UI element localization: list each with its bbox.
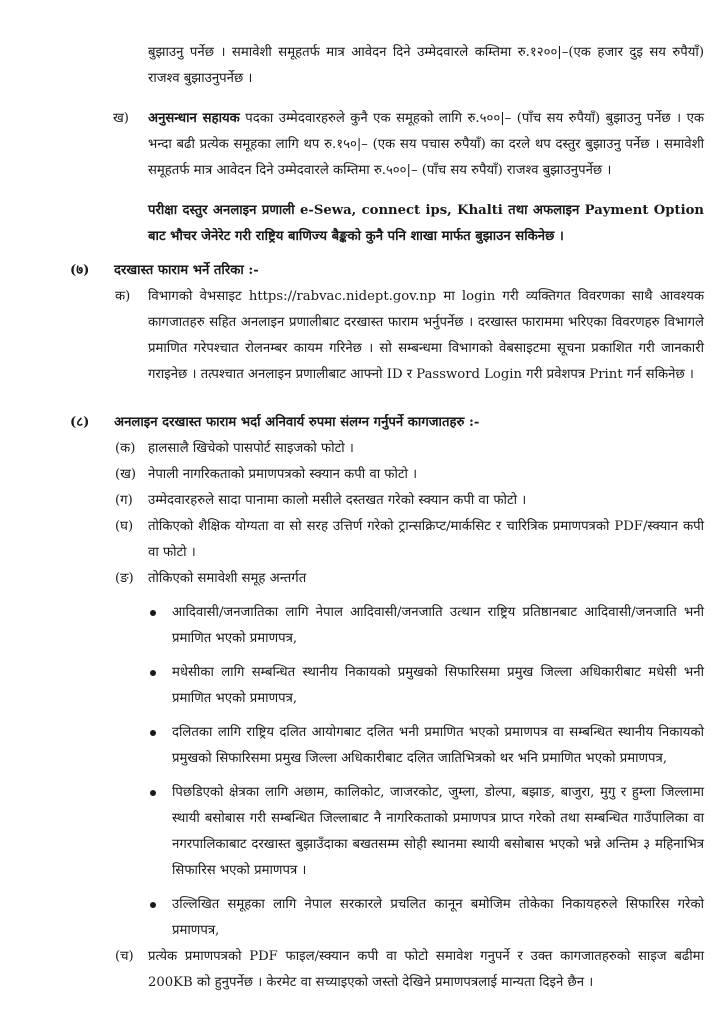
item-kha-label: ख) bbox=[113, 111, 129, 126]
bullet-item: आदिवासी/जनजातिका लागि नेपाल आदिवासी/जनजाति उत्थान राष्ट्रिय प्रतिष्ठानबाट आदिवासी/जनजाति भनी प्रमाणित भएको प्रमाणपत्र, bbox=[172, 605, 704, 646]
section7-item-ka-label: क) bbox=[115, 289, 131, 304]
item-ka-text-2: मा login गरी व्यक्तिगत विवरणका साथै आवश्यक कागजातहरु सहित अनलाइन प्रणालीबाट दरखास्त फाराम भर्नुपर्नेछ । दरखास्त फाराममा भरिएका विवरणहरु विभागले प्रमाणित गरेपश्चात रोलनम्बर कायम गरिनेछ । सो सम्बन्धमा विभागको वेबसाइटमा सूचना प्रकाशित गरी जानकारी गराइनेछ । तत्पश्चात अनलाइन प्रणालीबाट आफ्नो ID र Password Login गरी प्रवेशपत्र Print गर्न सकिनेछ । bbox=[148, 289, 704, 382]
section8-heading: अनलाइन दरखास्त फाराम भर्दा अनिवार्य रुपमा संलग्न गर्नुपर्ने कागजातहरु :- bbox=[114, 415, 480, 430]
item-ka-text-1: विभागको वेभसाइट bbox=[148, 289, 249, 304]
bullet-item: मधेसीका लागि सम्बन्धित स्थानीय निकायको प्रमुखको सिफारिसमा प्रमुख जिल्ला अधिकारीबाट मधेसी भनी प्रमाणित भएको प्रमाणपत्र, bbox=[172, 665, 704, 706]
bullet-icon bbox=[150, 790, 156, 796]
section8-item: नेपाली नागरिकताको प्रमाणपत्रको स्क्यान कपी वा फोटो । bbox=[148, 467, 418, 482]
bullet-item: पिछडिएको क्षेत्रका लागि अछाम, कालिकोट, जाजरकोट, जुम्ला, डोल्पा, बझाङ, बाजुरा, मुगु र हुम्ला जिल्लामा स्थायी बसोबास गरी सम्बन्धित जिल्लाबाट नै नागरिकताको प्रमाणपत्र प्राप्त गरेको तथा सम्बन्धित गाउँपालिका वा नगरपालिकाबाट दरखास्त बुझाउँदाका बखतसम्म सोही स्थानमा स्थायी बसोबास भएको भन्ने अन्तिम ३ महिनाभित्र सिफारिस भएको प्रमाणपत्र । bbox=[172, 785, 704, 878]
payment-note: परीक्षा दस्तुर अनलाइन प्रणाली e-Sewa, connect ips, Khalti तथा अफलाइन Payment Option बाट भौचर जेनेरेट गरी राष्ट्रिय बाणिज्य बैङ्कको कुनै पनि शाखा मार्फत बुझाउन सकिनेछ । bbox=[148, 203, 704, 244]
section8-item-label: (ख) bbox=[115, 467, 137, 482]
bullet-item: उल्लिखित समूहका लागि नेपाल सरकारले प्रचलित कानून बमोजिम तोकेका निकायहरुले सिफारिस गरेको प्रमाणपत्र, bbox=[172, 897, 704, 938]
section8-item: हालसालै खिचेको पासपोर्ट साइजको फोटो । bbox=[148, 441, 354, 456]
section8-item-label: (क) bbox=[115, 441, 136, 456]
section8-item-label: (ग) bbox=[115, 493, 133, 508]
section7-number: (७) bbox=[70, 263, 90, 278]
section8-item: तोकिएको समावेशी समूह अन्तर्गत bbox=[148, 571, 307, 586]
section8-number: (८) bbox=[70, 415, 90, 430]
item-kha-text: पदका उम्मेदवारहरुले कुनै एक समूहको लागि रु.५००|– (पाँच सय रुपैयाँ) बुझाउनु पर्नेछ । एक भन्दा बढी प्रत्येक समूहका लागि थप रु.१५०|– (एक सय पचास रुपैयाँ) का दरले थप दस्तुर बुझाउनु पर्नेछ । समावेशी समूहतर्फ मात्र आवेदन दिने उम्मेदवारले कम्तिमा रु.५००|– (पाँच सय रुपैयाँ) राजश्व बुझाउनुपर्नेछ । bbox=[148, 111, 705, 178]
section8-item: उम्मेदवारहरुले सादा पानामा कालो मसीले दस्तखत गरेको स्क्यान कपी वा फोटो । bbox=[148, 493, 527, 508]
item-kha bbox=[148, 106, 704, 184]
section8-item-label: (घ) bbox=[115, 519, 134, 534]
intro-continuation: बुझाउनु पर्नेछ । समावेशी समूहतर्फ मात्र आवेदन दिने उम्मेदवारले कम्तिमा रु.१२००|–(एक हजार दुइ सय रुपैयाँ) राजश्व बुझाउनुपर्नेछ । bbox=[148, 45, 704, 86]
bullet-item: दलितका लागि राष्ट्रिय दलित आयोगबाट दलित भनी प्रमाणित भएको प्रमाणपत्र वा सम्बन्धित स्थानीय निकायको प्रमुखको सिफारिसमा प्रमुख जिल्ला अधिकारीबाट दलित जातिभित्रको थर भनि प्रमाणित भएको प्रमाणपत्र, bbox=[172, 725, 704, 766]
section8-item-cha-label: (च) bbox=[115, 949, 134, 964]
section8-item: तोकिएको शैक्षिक योग्यता वा सो सरह उत्तिर्ण गरेको ट्रान्सक्रिप्ट/मार्कसिट र चारित्रिक प्रमाणपत्रको PDF/स्क्यान कपी वा फोटो । bbox=[148, 519, 704, 560]
bullet-icon bbox=[150, 670, 156, 676]
item-kha-title: अनुसन्धान सहायक bbox=[148, 111, 240, 126]
section7-item-ka bbox=[148, 284, 704, 388]
website-link[interactable]: https://rabvac.nidept.gov.np bbox=[248, 289, 437, 304]
section8-item-label: (ङ) bbox=[115, 571, 134, 586]
section7-heading: दरखास्त फाराम भर्ने तरिका :- bbox=[114, 263, 259, 278]
bullet-icon bbox=[150, 610, 156, 616]
section8-item-cha: प्रत्येक प्रमाणपत्रको PDF फाइल/स्क्यान कपी वा फोटो समावेश गनुपर्ने र उक्त कागजातहरुको साइज बढीमा 200KB को हुनुपर्नेछ । केरमेट वा सच्याइएको जस्तो देखिने प्रमाणपत्रलाई मान्यता दिइने छैन । bbox=[148, 949, 704, 990]
bullet-icon bbox=[150, 902, 156, 908]
bullet-icon bbox=[150, 730, 156, 736]
